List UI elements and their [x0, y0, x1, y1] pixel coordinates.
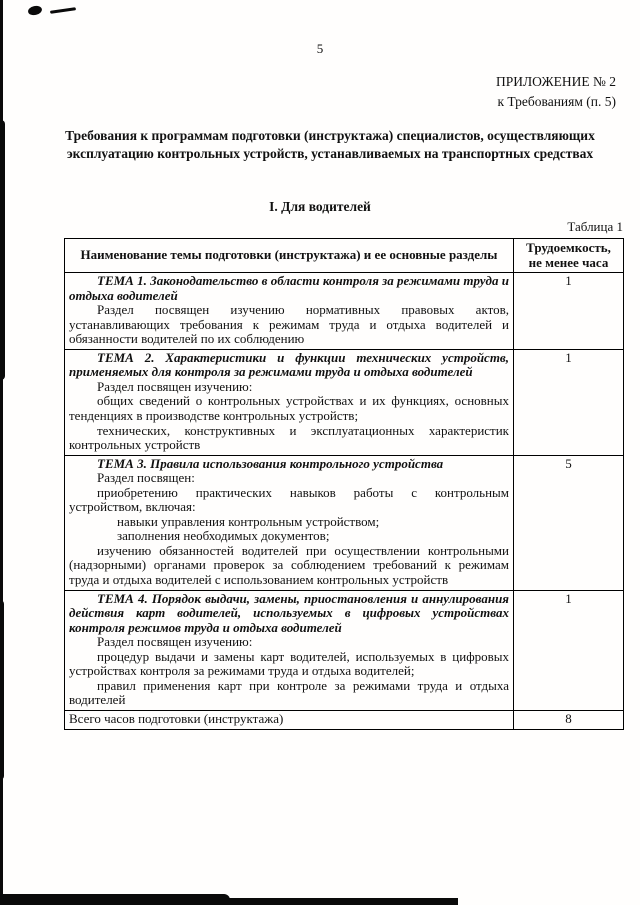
- scan-artifact-top-left-line: [50, 7, 76, 14]
- training-topics-table: [64, 238, 624, 730]
- topic-cell: [65, 273, 514, 350]
- table-row: [65, 273, 624, 350]
- table-body: [65, 273, 624, 729]
- hours-cell: 1: [514, 590, 624, 710]
- paragraph: приобретению практических навыков работы с контрольным устройством, включая:: [69, 484, 509, 515]
- paragraph: заполнения необходимых документов;: [117, 528, 330, 544]
- hours-cell: 1: [514, 273, 624, 350]
- appendix-line-1: ПРИЛОЖЕНИЕ № 2: [495, 74, 616, 89]
- scan-artifact-top-left-blob: [27, 5, 43, 17]
- topic-cell: [65, 590, 514, 710]
- table-row: [65, 455, 624, 590]
- document-title: Требования к программам подготовки (инструктажа) специалистов, осуществляющих эксплуатацию контрольных устройств, устанавливаемых на транспортных средствах: [65, 128, 595, 162]
- paragraph: изучению обязанностей водителей при осуществлении контрольными (надзорными) органами проверок за соблюдением требований к режимам труда и отдыха водителей с использованием контрольных устройств: [69, 542, 509, 588]
- section-heading: I. Для водителей: [269, 199, 371, 214]
- tema-title: ТЕМА 2. Характеристики и функции технических устройств, применяемых для контроля за режимами труда и отдыха водителей: [69, 349, 509, 380]
- table-row: [65, 590, 624, 710]
- paragraph: Раздел посвящен:: [97, 470, 195, 486]
- page-number: 5: [316, 41, 324, 56]
- topic-cell: [65, 349, 514, 455]
- paragraph: навыки управления контрольным устройством;: [117, 513, 380, 529]
- header-topic-column: Наименование темы подготовки (инструктажа) и ее основные разделы: [65, 239, 514, 273]
- paragraph: общих сведений о контрольных устройствах и их функциях, основных тенденциях в производстве контрольных устройств;: [69, 393, 509, 424]
- tema-title: ТЕМА 1. Законодательство в области контроля за режимами труда и отдыха водителей: [69, 273, 509, 303]
- table-caption: Таблица 1: [567, 219, 623, 234]
- tema-title: ТЕМА 3. Правила использования контрольного устройства: [97, 455, 444, 471]
- paragraph: правил применения карт при контроле за режимами труда и отдыха водителей: [69, 677, 509, 708]
- paragraph: процедур выдачи и замены карт водителей, используемых в цифровых устройствах контроля за режимами труда и отдыха водителей;: [69, 648, 509, 679]
- hours-cell: 1: [514, 349, 624, 455]
- hours-cell: 8: [514, 710, 624, 729]
- paragraph: Раздел посвящен изучению нормативных правовых актов, устанавливающих требования к режимам труда и отдыха водителей и обязанности водителей по их соблюдению: [69, 302, 509, 347]
- total-label: Всего часов подготовки (инструктажа): [69, 710, 284, 726]
- topic-cell: [65, 710, 514, 729]
- table-header-row: [65, 239, 624, 273]
- tema-title: ТЕМА 4. Порядок выдачи, замены, приостановления и аннулирования действия карт водителей, используемых в цифровых устройствах контроля режимов труда и отдыха водителей: [69, 590, 509, 635]
- topic-cell: [65, 455, 514, 590]
- header-hours-column: Трудоемкость, не менее часа: [514, 239, 624, 273]
- paragraph: Раздел посвящен изучению:: [97, 634, 253, 650]
- appendix-heading: [496, 72, 616, 113]
- paragraph: технических, конструктивных и эксплуатационных характеристик контрольных устройств: [69, 422, 509, 453]
- paragraph: Раздел посвящен изучению:: [97, 378, 253, 394]
- table-row: [65, 710, 624, 729]
- scan-artifact-left-bump: [0, 120, 5, 380]
- hours-cell: 5: [514, 455, 624, 590]
- scan-artifact-bottom-thick: [0, 894, 230, 905]
- scan-artifact-left-bump: [0, 600, 4, 780]
- table-row: [65, 349, 624, 455]
- appendix-line-2: к Требованиям (п. 5): [497, 94, 616, 110]
